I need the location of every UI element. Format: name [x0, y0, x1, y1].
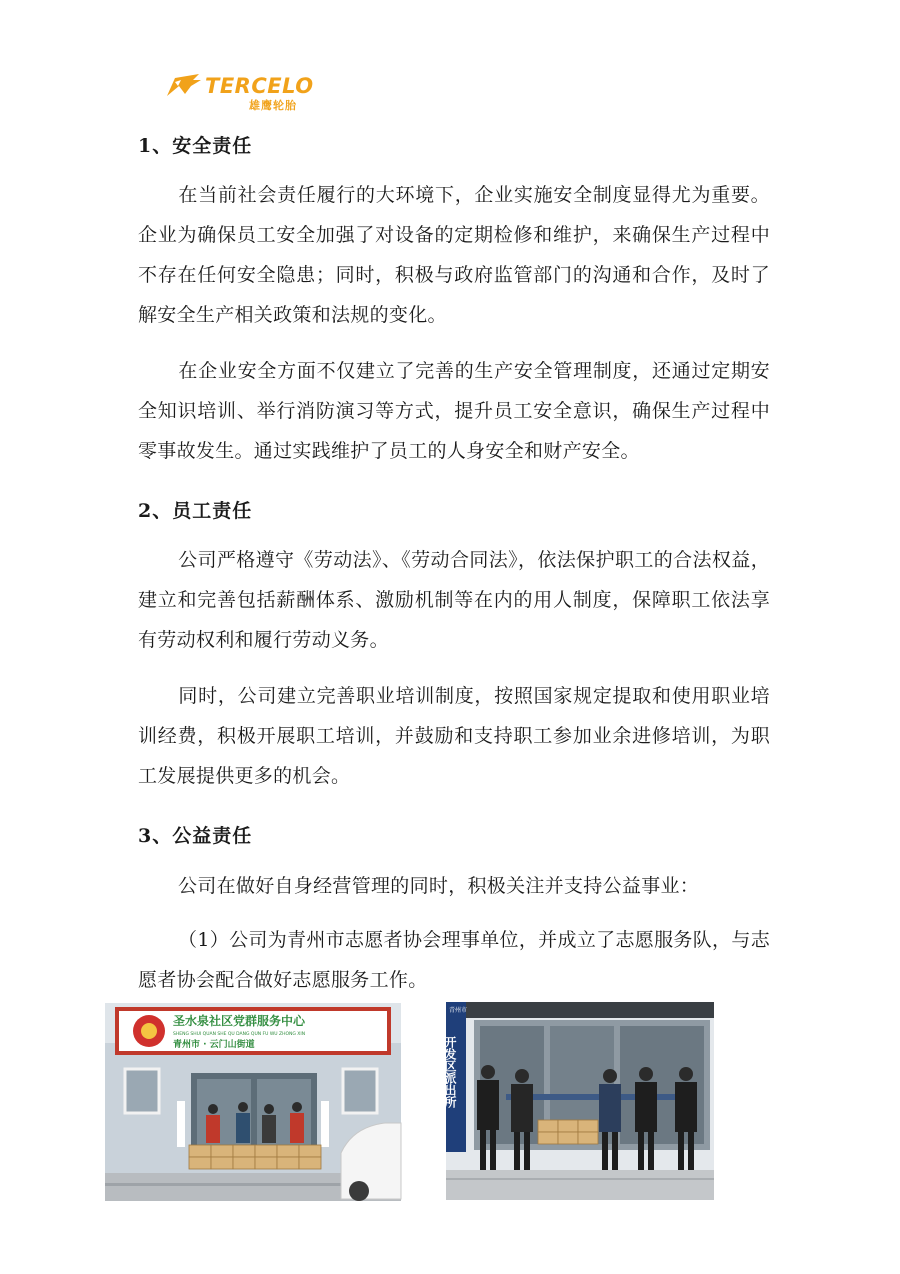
sign-subtitle: 青州市 · 云门山街道 — [173, 1040, 255, 1050]
paragraph-text: 在当前社会责任履行的大环境下，企业实施安全制度显得尤为重要。企业为确保员工安全加强了对设备的定期检修和维护，来确保生产过程中不存在任何安全隐患；同时，积极与政府监管部门的沟通和合作，及时了解安全生产相关政策和法规的变化。 — [138, 184, 770, 326]
paragraph-text: （1）公司为青州市志愿者协会理事单位，并成立了志愿服务队，与志愿者协会配合做好志愿服务工作。 — [138, 929, 770, 991]
photo-community-center — [105, 1003, 401, 1201]
sign-top: 青州市 — [449, 1007, 468, 1014]
paragraph — [138, 676, 770, 796]
paragraph-text: 同时，公司建立完善职业培训制度，按照国家规定提取和使用职业培训经费，积极开展职工培训，并鼓励和支持职工参加业余进修培训，为职工发展提供更多的机会。 — [138, 685, 770, 787]
paragraph — [138, 175, 770, 335]
photo-police-station — [443, 1002, 714, 1200]
paragraph — [138, 351, 770, 471]
logo-brand-cn: 雄鹰轮胎 — [249, 99, 297, 112]
logo-brand-en: TERCELO — [205, 74, 314, 98]
sign-title: 圣水泉社区党群服务中心 — [173, 1014, 306, 1028]
paragraph-text: 公司在做好自身经营管理的同时，积极关注并支持公益事业： — [178, 875, 700, 897]
section-heading-public-welfare: 3、公益责任 — [138, 825, 253, 847]
paragraph — [138, 866, 770, 906]
paragraph-text: 公司严格遵守《劳动法》、《劳动合同法》，依法保护职工的合法权益，建立和完善包括薪酬体系、激励机制等在内的用人制度，保障职工依法享有劳动权利和履行劳动义务。 — [138, 549, 770, 651]
section-heading-employees: 2、员工责任 — [138, 500, 253, 522]
company-logo — [165, 70, 325, 114]
section-heading-safety: 1、安全责任 — [138, 135, 253, 157]
sign-vertical: 开发区派出所 — [443, 1036, 457, 1108]
sign-pinyin: SHENG SHUI QUAN SHE QU DANG QUN FU WU ZHONG XIN — [173, 1032, 306, 1037]
paragraph-text: 在企业安全方面不仅建立了完善的生产安全管理制度，还通过定期安全知识培训、举行消防演习等方式，提升员工安全意识，确保生产过程中零事故发生。通过实践维护了员工的人身安全和财产安全。 — [138, 360, 770, 462]
eagle-icon — [165, 72, 205, 102]
paragraph — [138, 920, 770, 1000]
paragraph — [138, 540, 770, 660]
